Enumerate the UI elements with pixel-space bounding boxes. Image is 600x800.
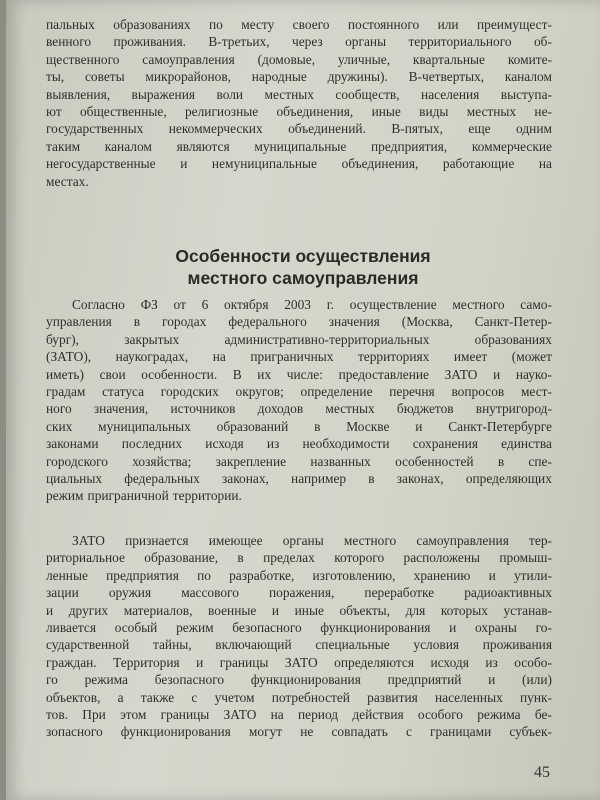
page-number: 45 (534, 764, 550, 781)
text-line: циальных федеральных законах, например в законах, определяющих (46, 470, 552, 486)
text-line: (ЗАТО), наукоградах, на приграничных территориях имеет (может (46, 349, 552, 365)
text-line: пальных образованиях по месту своего постоянного или преимущест- (46, 17, 552, 32)
text-line: Согласно ФЗ от 6 октября 2003 г. осуществление местного само- (72, 297, 552, 312)
text-line: таким каналом являются муниципальные предприятия, коммерческие (46, 138, 552, 154)
book-page (6, 0, 600, 800)
text-line: ливается особый режим безопасного функционирования и охраны го- (46, 619, 552, 635)
text-line: и других материалов, военные и иные объекты, для которых устанав- (46, 602, 552, 618)
text-line: иметь) свои особенности. В их числе: предоставление ЗАТО и науко- (46, 366, 552, 382)
text-line: ЗАТО признается имеющее органы местного самоуправления тер- (72, 533, 552, 548)
text-line: негосударственные и немуниципальные объединения, работающие на (46, 156, 552, 172)
text-line: ленные предприятия по разработке, изготовлению, хранению и утили- (46, 567, 552, 583)
text-line: риториальное образование, в пределах которого расположены промыш- (46, 550, 552, 566)
text-line: зации оружия массового поражения, переработке радиоактивных (46, 585, 552, 601)
text-line: законами последних исходя из необходимости сохранения единства (46, 436, 552, 452)
text-line: го режима безопасного функционирования предприятий и (или) (46, 672, 552, 688)
text-line: ских муниципальных образований в Москве и Санкт-Петербурге (46, 418, 552, 434)
text-line: выявления, выражения воли местных сообществ, населения выступа- (46, 86, 552, 102)
section-heading-line-1: Особенности осуществления (175, 246, 431, 266)
text-line: щественного самоуправления (домовые, уличные, квартальные комите- (46, 51, 552, 67)
text-line: венного проживания. В-третьих, через органы территориального об- (46, 34, 552, 50)
top-paragraph (46, 16, 552, 190)
text-line: сударственной тайны, включающий специальные условия проживания (46, 637, 552, 653)
text-line: ного значения, источников доходов местных бюджетов внутригород- (46, 401, 552, 417)
text-line: тов. При этом границы ЗАТО на период действия особого режима бе- (46, 706, 552, 722)
paragraph-1 (46, 296, 552, 505)
text-line: городского хозяйства; закрепление названных особенностей в спе- (46, 453, 552, 469)
paragraph-2 (46, 532, 552, 741)
text-line: объектов, а также с учетом потребностей развития населенных пунк- (46, 689, 552, 705)
text-line: местах. (46, 173, 89, 189)
text-line: государственных некоммерческих объединений. В-пятых, еще одним (46, 121, 552, 137)
text-line: ют общественные, религиозные объединения, иные виды местных не- (46, 103, 552, 119)
text-line: бург), закрытых административно-территориальных образованиях (46, 331, 552, 347)
text-line: градам статуса городских округов; определение перечня вопросов мест- (46, 383, 552, 399)
text-line: ты, советы микрорайонов, народные дружины). В-четвертых, каналом (46, 69, 552, 85)
text-line: зопасного функционирования могут не совпадать с границами субъек- (46, 724, 552, 740)
section-heading-line-2: местного самоуправления (187, 268, 419, 288)
text-line: режим приграничной территории. (46, 488, 242, 504)
text-line: граждан. Территория и границы ЗАТО определяются исходя из особо- (46, 654, 552, 670)
text-line: управления в городах федерального значения (Москва, Санкт-Петер- (46, 314, 552, 330)
